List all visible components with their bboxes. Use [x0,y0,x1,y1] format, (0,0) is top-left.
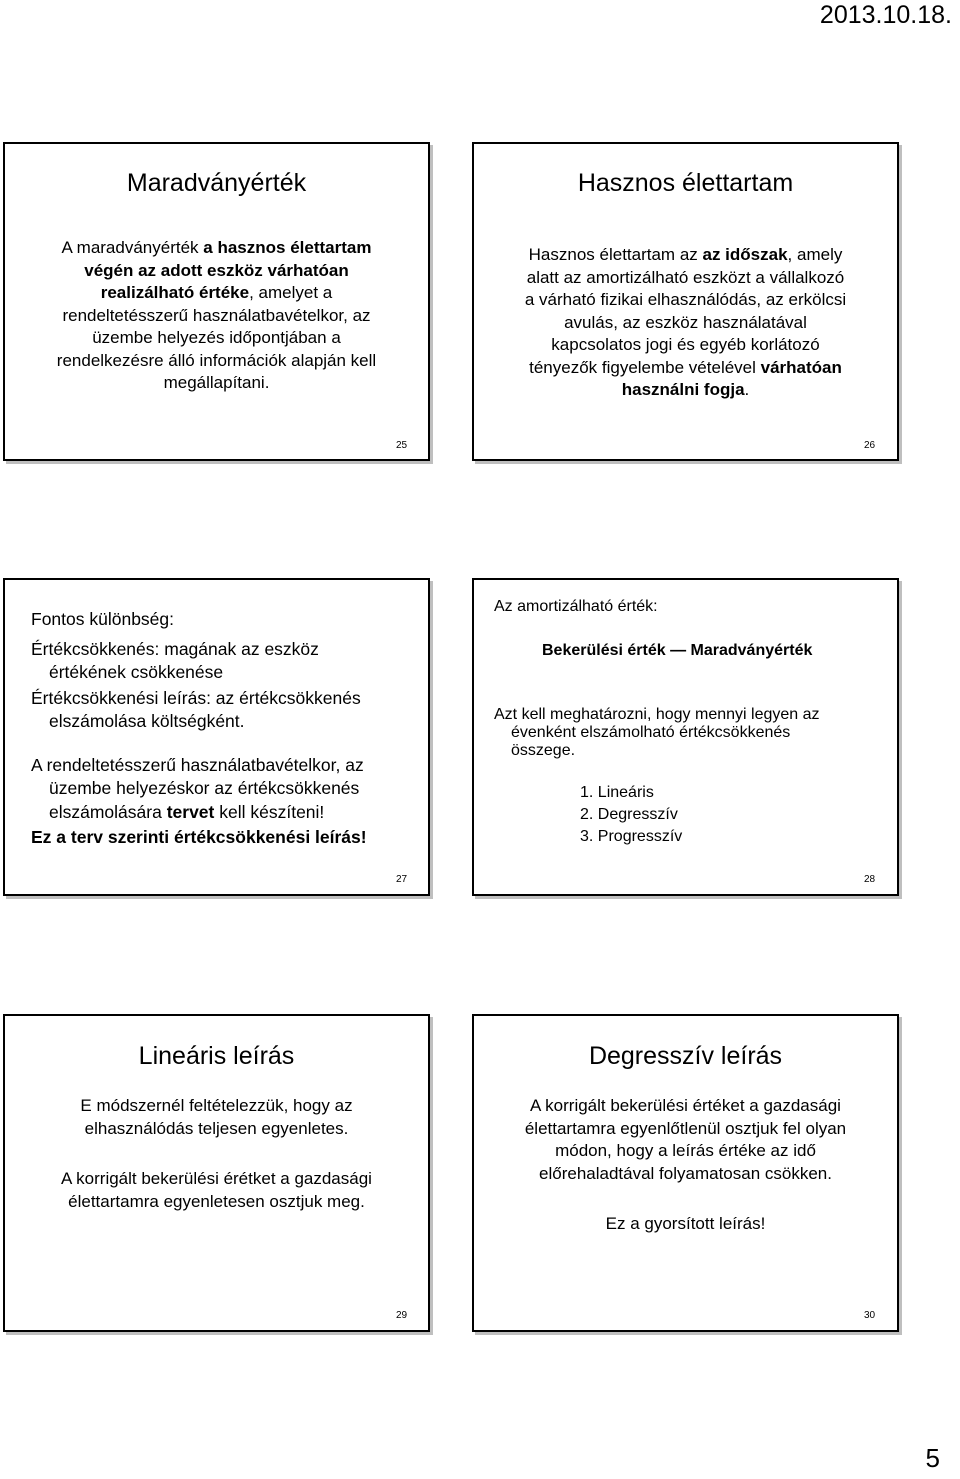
slide-number: 29 [396,1310,408,1321]
text-line: Azt kell meghatározni, hogy mennyi legyen az [494,706,820,723]
slide-28 [472,578,899,896]
text-line: üzembe helyezés időpontjában a [92,328,341,347]
slide-title: Maradványérték [126,169,307,197]
slide-title: Lineáris leírás [138,1042,295,1070]
slide-30 [472,1014,899,1332]
text-line: módon, hogy a leírás értéke az idő [555,1141,816,1160]
slide-29 [3,1014,430,1332]
slide-body [474,1095,897,1236]
slide-body [5,237,428,395]
text-line: kapcsolatos jogi és egyéb korlátozó [551,335,820,354]
print-date: 2013.10.18. [819,1,952,29]
text-line: tényezők figyelembe vételével várhatóan [529,357,842,377]
slide-heading: Fontos különbség: [31,609,175,629]
text-line: elszámolására tervet kell készíteni! [49,801,325,822]
text-line: üzembe helyezéskor az értékcsökkenés [49,778,360,798]
slide-number: 30 [864,1310,876,1321]
slide-25 [3,142,430,461]
slide-number: 25 [396,440,408,451]
slide-27 [3,578,430,896]
text-line: A korrigált bekerülési érétket a gazdasági [61,1169,372,1188]
text-line: élettartamra egyenlőtlenül osztjuk fel olyan [524,1118,847,1138]
text-line: elszámolása költségként. [49,711,245,731]
slide-body [474,244,897,402]
slide-26 [472,142,899,461]
text-line: Ez a terv szerinti értékcsökkenési leírás! [31,827,367,847]
text-line: előrehaladtával folyamatosan csökken. [539,1163,832,1183]
text-line: A rendeltetésszerű használatbavételkor, az [31,754,364,775]
text-line: a várható fizikai elhasználódás, az erkölcsi [524,290,847,309]
slide-body [31,608,367,850]
text-line: használni fogja. [621,380,750,399]
text-line: megállapítani. [163,373,270,392]
slide-title: Hasznos élettartam [577,169,794,197]
slide-body [494,706,820,760]
text-line: A korrigált bekerülési értéket a gazdasági [530,1096,841,1115]
formula-line: Bekerülési érték — Maradványérték [542,642,813,659]
text-line: élettartamra egyenletesen osztjuk meg. [68,1191,365,1211]
text-line: A maradványérték a hasznos élettartam [61,238,372,257]
text-line: avulás, az eszköz használatával [564,312,807,332]
text-line: végén az adott eszköz várhatóan [84,260,349,280]
text-line: Hasznos élettartam az az időszak, amely [528,245,843,264]
slide-number: 27 [396,874,408,885]
text-line: Értékcsökkenés: magának az eszköz [31,638,319,659]
text-line: E módszernél feltételezzük, hogy az [80,1096,353,1115]
text-line: rendelkezésre álló információk alapján kell [56,350,377,370]
text-line: összege. [511,742,576,759]
list-item: 2. Degresszív [580,806,678,823]
slide-body [5,1095,428,1213]
page-number: 5 [925,1443,940,1473]
text-line: realizálható értéke, amelyet a [100,283,333,302]
text-line: értékének csökkenése [49,662,224,682]
slide-heading: Az amortizálható érték: [494,598,658,615]
method-list [580,782,682,848]
slide-title: Degresszív leírás [588,1042,783,1070]
list-item: 3. Progresszív [580,828,683,845]
slide-number: 26 [864,440,876,451]
text-line: elhasználódás teljesen egyenletes. [84,1118,349,1138]
slide-number: 28 [864,874,876,885]
text-line: Ez a gyorsított leírás! [605,1214,766,1233]
text-line: Értékcsökkenési leírás: az értékcsökkenés [31,687,361,708]
text-line: alatt az amortizálható eszközt a vállalkozó [526,267,845,287]
list-item: 1. Lineáris [580,784,654,801]
text-line: évenként elszámolható értékcsökkenés [511,724,791,741]
text-line: rendeltetésszerű használatbavételkor, az [62,305,371,325]
